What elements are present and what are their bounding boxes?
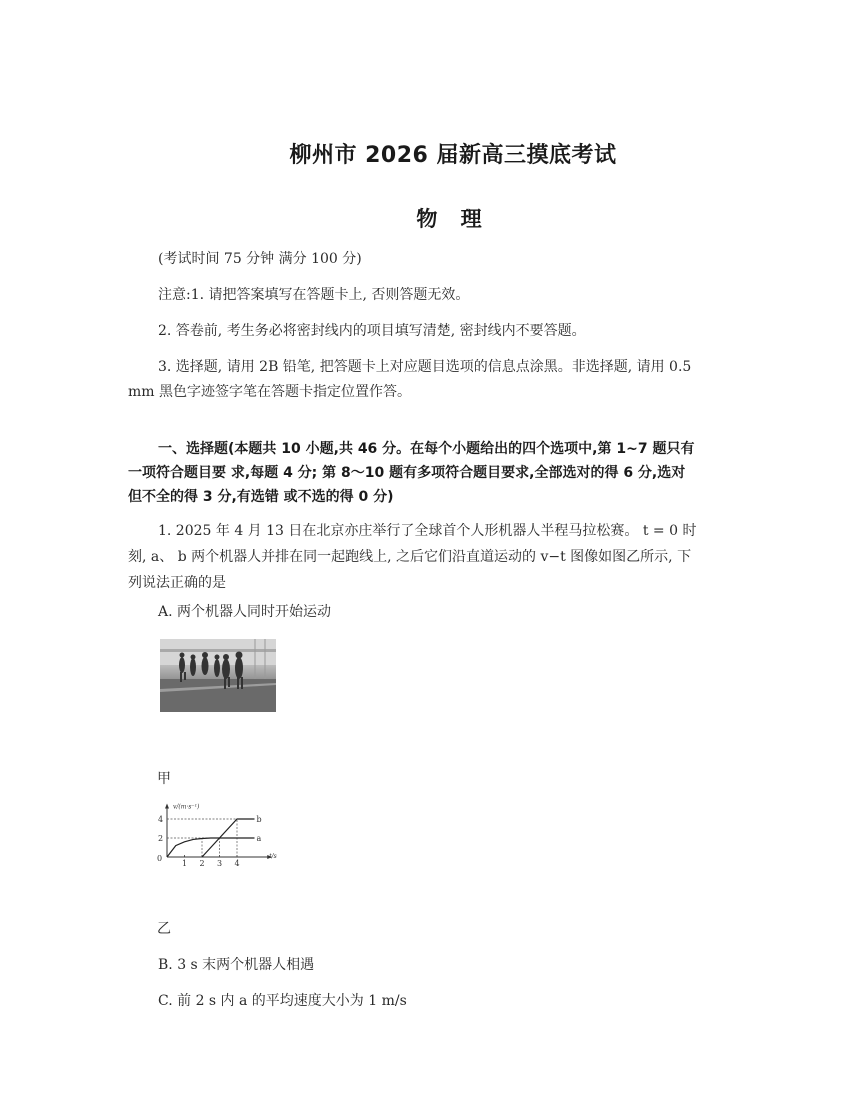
y-tick-label: 2	[158, 834, 164, 843]
x-axis-label: t/s	[269, 853, 277, 860]
subject-title: 物 理	[416, 207, 490, 231]
chart-axes	[165, 804, 272, 860]
section-1-header-line-3: 但不全的得 3 分,有选错 或不选的得 0 分)	[128, 489, 394, 505]
section-1-header-line-2: 一项符合题目要 求,每题 4 分; 第 8～10 题有多项符合题目要求,全部选对的得 6 分,选对	[128, 465, 686, 481]
x-tick-label: 3	[217, 859, 223, 868]
note-2: 2. 答卷前, 考生务必将密封线内的项目填写清楚, 密封线内不要答题。	[158, 323, 586, 339]
series-label-a: a	[256, 834, 262, 843]
option-c: C. 前 2 s 内 a 的平均速度大小为 1 m/s	[158, 993, 407, 1009]
y-axis-arrow	[165, 804, 169, 809]
marathon-scene-graphic	[160, 639, 276, 712]
exam-info: (考试时间 75 分钟 满分 100 分)	[158, 251, 362, 267]
figure-yi-label: 乙	[157, 921, 171, 937]
x-tick-label: 1	[182, 859, 188, 868]
question-1-line-2: 刻, a、 b 两个机器人并排在同一起跑线上, 之后它们沿直道运动的 v−t 图像如图乙所示, 下	[128, 549, 692, 565]
vt-chart	[150, 800, 290, 870]
chart-labels	[157, 804, 277, 869]
option-b: B. 3 s 末两个机器人相遇	[158, 957, 315, 973]
question-1-line-1: 1. 2025 年 4 月 13 日在北京亦庄举行了全球首个人形机器人半程马拉松赛。 t = 0 时	[158, 523, 697, 539]
chart-series	[167, 819, 255, 857]
question-1-line-3: 列说法正确的是	[128, 575, 226, 591]
robot-marathon-photo	[160, 639, 276, 712]
note-1: 注意:1. 请把答案填写在答题卡上, 否则答题无效。	[158, 287, 470, 303]
note-3-line-1: 3. 选择题, 请用 2B 铅笔, 把答题卡上对应题目选项的信息点涂黑。非选择题, 请用 0.5	[158, 359, 692, 375]
series-label-b: b	[256, 815, 262, 824]
y-tick-label: 4	[158, 815, 164, 824]
y-axis-label: v/(m·s⁻¹)	[173, 803, 200, 811]
exam-title: 柳州市 2026 届新高三摸底考试	[289, 143, 617, 168]
figure-jia-label: 甲	[157, 771, 171, 787]
note-3-line-2: mm 黑色字迹签字笔在答题卡指定位置作答。	[128, 384, 411, 400]
x-tick-label: 2	[199, 859, 205, 868]
option-a: A. 两个机器人同时开始运动	[158, 604, 332, 620]
x-tick-label: 4	[234, 859, 240, 868]
section-1-header-line-1: 一、选择题(本题共 10 小题,共 46 分。在每个小题给出的四个选项中,第 1~7 题只有	[158, 441, 695, 457]
origin-label: 0	[157, 854, 163, 863]
